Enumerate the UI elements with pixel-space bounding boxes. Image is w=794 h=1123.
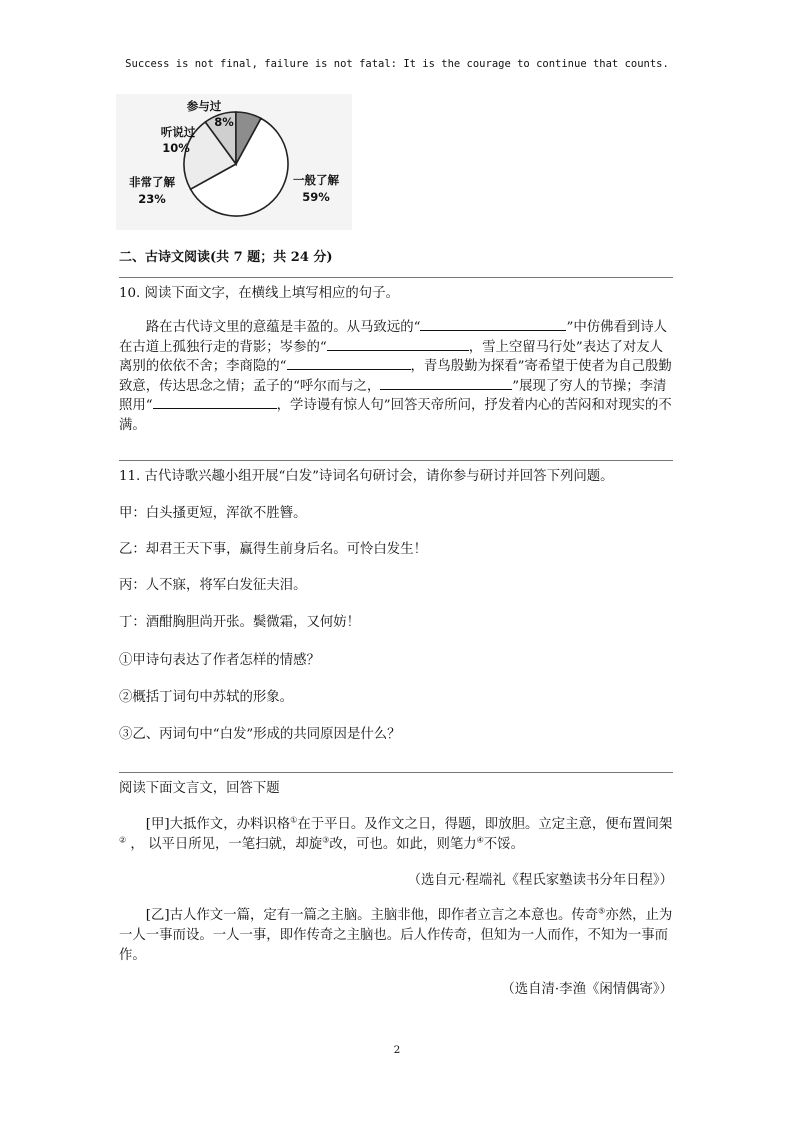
q11-subquestion-2: ②概括丁词句中苏轼的形象。 <box>119 690 294 705</box>
answer-blank-3[interactable] <box>287 357 411 370</box>
answer-blank-1[interactable] <box>420 318 566 331</box>
page-number: 2 <box>393 1044 401 1056</box>
divider <box>119 772 673 773</box>
section-title: 二、古诗文阅读(共 7 题；共 24 分) <box>119 250 333 265</box>
answer-blank-5[interactable] <box>153 396 277 409</box>
poem-line-ding: 丁：酒酣胸胆尚开张。鬓微霜，又何妨！ <box>119 615 361 630</box>
poem-line-yi: 乙：却君王天下事，赢得生前身后名。可怜白发生！ <box>119 542 427 557</box>
passage-jia <box>119 815 673 855</box>
passage-text: ”展现了穷人的节操；李清照用“ <box>119 378 667 413</box>
source-yi: （选自清·李渔《闲情偶寄》） <box>501 982 673 997</box>
q11-subquestion-3: ③乙、丙词句中“白发”形成的共同原因是什么？ <box>119 727 401 742</box>
slice-pct: 23% <box>138 192 166 206</box>
pie-chart <box>116 94 352 230</box>
slice-label: 非常了解 <box>129 175 175 189</box>
footnote-marker: ④ <box>476 835 484 845</box>
passage-text: 不馁。 <box>483 837 524 852</box>
slice-label: 参与过 <box>186 99 222 113</box>
footnote-marker: ⑤ <box>598 906 606 916</box>
slice-label: 一般了解 <box>293 173 339 187</box>
slice-pct: 59% <box>302 190 330 204</box>
passage-text: [甲]大抵作文，办料识格 <box>145 817 291 832</box>
slice-pct: 8% <box>214 115 234 129</box>
divider <box>119 460 673 461</box>
source-jia: （选自元·程端礼《程氏家塾读书分年日程》） <box>407 873 673 888</box>
passage-text: 改，可也。如此，则笔力 <box>329 837 477 852</box>
passage-text: ，雪上空留马行处”表达了对友人离别的依依不舍；李商隐的“ <box>119 339 664 374</box>
passage-text: 亦然，止为一人一事而设。一人一事，即作传奇之主脑也。后人作传奇，但知为一人而作，不知为一事而作。 <box>119 908 673 963</box>
poem-line-jia: 甲：白头搔更短，浑欲不胜簪。 <box>119 506 307 521</box>
passage-text: 在于平日。及作文之日，得题，即放胆。立定主意，便布置间架 <box>297 817 673 832</box>
footnote-marker: ① <box>290 815 298 825</box>
poem-line-bing: 丙：人不寐，将军白发征夫泪。 <box>119 578 307 593</box>
passage-yi <box>119 906 673 966</box>
pie-slices <box>184 112 288 216</box>
slice-pct: 10% <box>162 141 190 155</box>
passage-text: 路在古代诗文里的意蕴是丰盈的。从马致远的“ <box>145 320 421 335</box>
divider <box>119 277 673 278</box>
header-motto: Success is not final, failure is not fatal: It is the courage to continue that counts. <box>125 58 669 70</box>
q10-prompt: 10. 阅读下面文字，在横线上填写相应的句子。 <box>119 286 399 301</box>
q11-prompt: 11. 古代诗歌兴趣小组开展“白发”诗词名句研讨会，请你参与研讨并回答下列问题。 <box>119 469 614 484</box>
passage-text: ”中仿佛看到诗人在古道上孤独行走的背影；岑参的“ <box>119 320 668 355</box>
passage-text: ，学诗谩有惊人句”回答天帝所问，抒发着内心的苦闷和对现实的不满。 <box>119 398 672 433</box>
passage-text: [乙]古人作文一篇，定有一篇之主脑。主脑非他，即作者立言之本意也。传奇 <box>145 908 599 923</box>
footnote-marker: ② <box>119 835 127 845</box>
answer-blank-2[interactable] <box>327 338 469 351</box>
q11-subquestion-1: ①甲诗句表达了作者怎样的情感？ <box>119 653 320 668</box>
footnote-marker: ③ <box>322 835 330 845</box>
answer-blank-4[interactable] <box>380 377 512 390</box>
passage-text: ，青鸟殷勤为探看”寄希望于使者为自己殷勤致意，传达思念之情；孟子的“呼尔而与之， <box>119 359 672 394</box>
q10-passage <box>119 318 673 435</box>
slice-label: 听说过 <box>160 125 196 139</box>
passage-text: ， 以平日所见，一笔扫就，却旋 <box>126 837 323 852</box>
reading-prompt: 阅读下面文言文，回答下题 <box>119 781 280 796</box>
